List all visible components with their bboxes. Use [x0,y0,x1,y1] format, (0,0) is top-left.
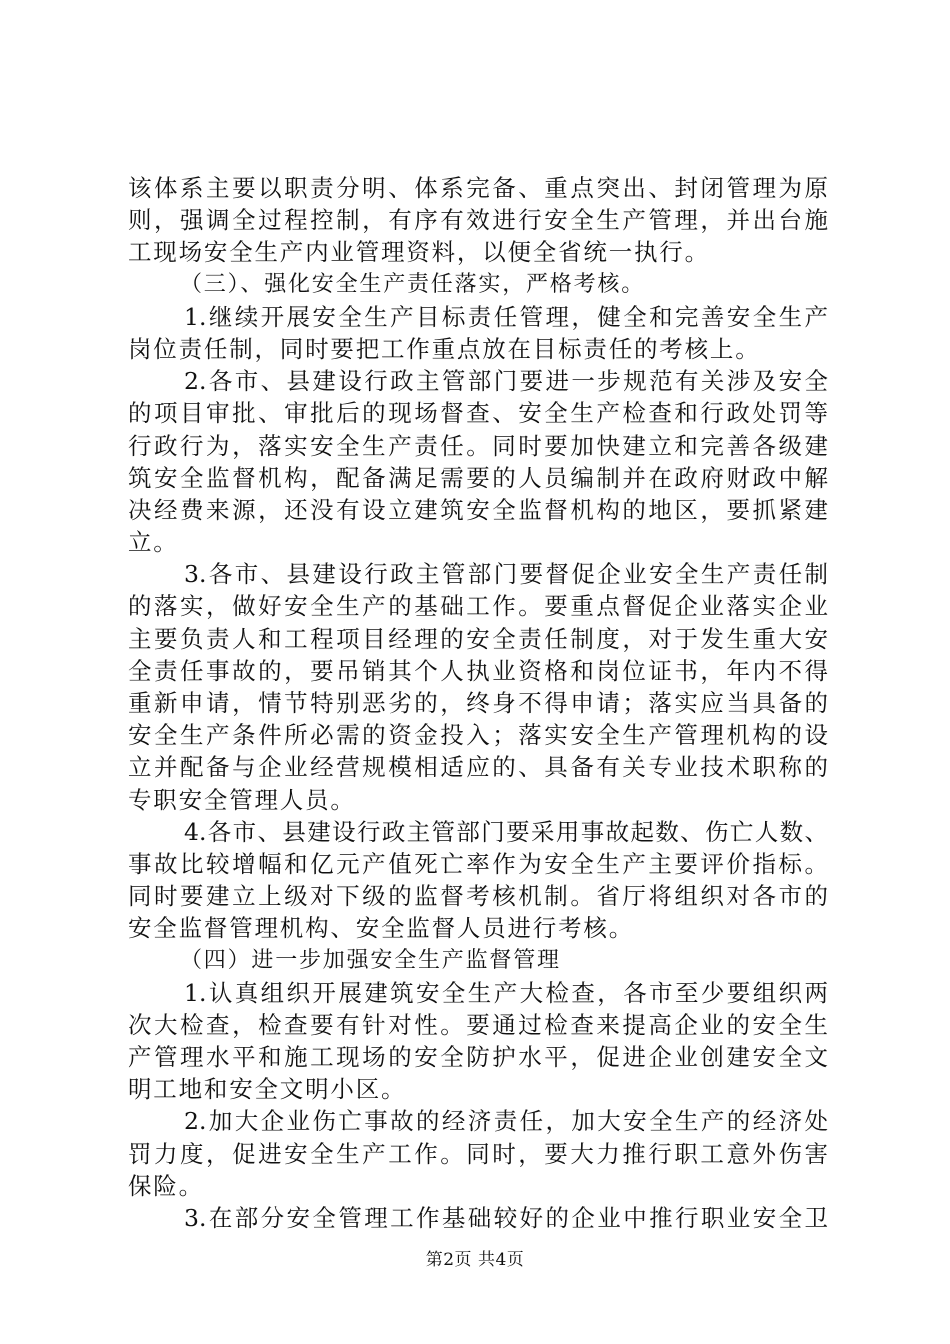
body-text-line: 2.各市、县建设行政主管部门要进一步规范有关涉及安全 [184,367,828,396]
body-text-line: 筑安全监督机构，配备满足需要的人员编制并在政府财政中解 [128,463,828,492]
body-text-line: 1.继续开展安全生产目标责任管理，健全和完善安全生产 [184,302,828,331]
body-text-line: 则，强调全过程控制，有序有效进行安全生产管理，并出台施 [128,206,828,235]
body-text-line: 产管理水平和施工现场的安全防护水平，促进企业创建安全文 [128,1043,828,1072]
body-text-line: 罚力度，促进安全生产工作。同时，要大力推行职工意外伤害 [128,1139,828,1168]
body-text-line: 决经费来源，还没有设立建筑安全监督机构的地区，要抓紧建 [128,495,828,524]
body-text-line: 的项目审批、审批后的现场督查、安全生产检查和行政处罚等 [128,399,828,428]
body-text-line: 工现场安全生产内业管理资料，以便全省统一执行。 [128,238,710,267]
body-text-line: 安全生产条件所必需的资金投入；落实安全生产管理机构的设 [128,721,828,750]
body-text-line: 专职安全管理人员。 [128,785,356,814]
body-text-line: 该体系主要以职责分明、体系完备、重点突出、封闭管理为原 [128,174,828,202]
section-heading: （三）、强化安全生产责任落实，严格考核。 [180,271,646,297]
body-text-line: 4.各市、县建设行政主管部门要采用事故起数、伤亡人数、 [184,817,828,846]
body-text-line: 行政行为，落实安全生产责任。同时要加快建立和完善各级建 [128,431,828,460]
page-footer: 第2页 共4页 [425,1250,525,1270]
body-text-line: 同时要建立上级对下级的监督考核机制。省厅将组织对各市的 [128,882,828,911]
body-text-line: 明工地和安全文明小区。 [128,1075,407,1104]
body-text-line: 次大检查，检查要有针对性。要通过检查来提高企业的安全生 [128,1010,828,1039]
body-text-line: 全责任事故的，要吊销其个人执业资格和岗位证书，年内不得 [128,656,828,685]
document-body [128,172,828,1234]
body-text-line: 2.加大企业伤亡事故的经济责任，加大安全生产的经济处 [184,1107,828,1136]
section-heading: （四）进一步加强安全生产监督管理 [180,947,561,973]
body-text-line: 3.在部分安全管理工作基础较好的企业中推行职业安全卫 [184,1204,828,1232]
body-text-line: 事故比较增幅和亿元产值死亡率作为安全生产主要评价指标。 [128,849,828,878]
body-text-line: 立。 [128,528,179,557]
body-text-line: 3.各市、县建设行政主管部门要督促企业安全生产责任制 [184,560,828,589]
body-text-line: 重新申请，情节特别恶劣的，终身不得申请；落实应当具备的 [128,689,828,717]
body-text-line: 1.认真组织开展建筑安全生产大检查，各市至少要组织两 [184,978,828,1007]
body-text-line: 保险。 [128,1171,204,1200]
body-text-line: 的落实，做好安全生产的基础工作。要重点督促企业落实企业 [128,592,828,621]
body-text-line: 岗位责任制，同时要把工作重点放在目标责任的考核上。 [128,334,761,363]
body-text-line: 立并配备与企业经营规模相适应的、具备有关专业技术职称的 [128,753,828,782]
body-text-line: 安全监督管理机构、安全监督人员进行考核。 [128,914,634,943]
body-text-line: 主要负责人和工程项目经理的安全责任制度，对于发生重大安 [128,624,828,653]
